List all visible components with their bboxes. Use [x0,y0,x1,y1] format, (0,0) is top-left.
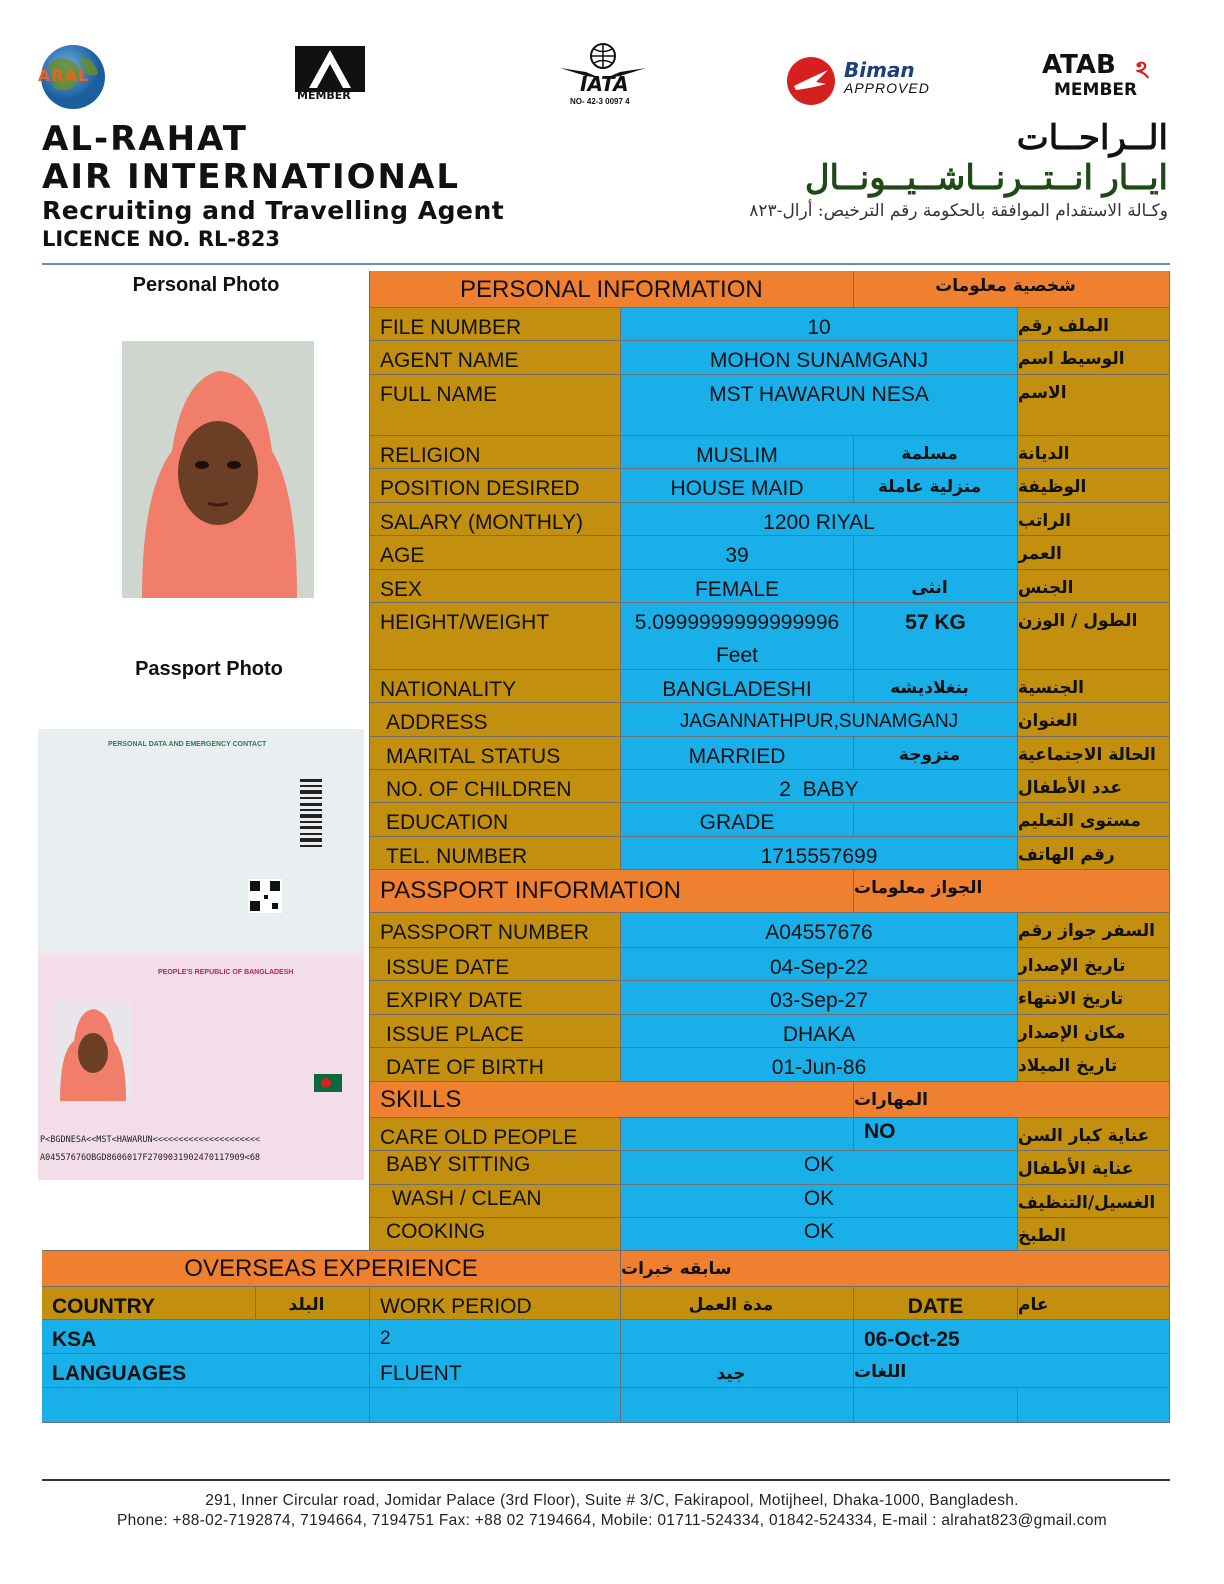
education-value-cell [621,803,854,837]
wash-clean-label: WASH / CLEAN [386,1187,542,1210]
passport-barcode-icon [300,779,322,849]
height-weight-label: HEIGHT/WEIGHT [380,611,550,634]
expiry-date-label: EXPIRY DATE [386,989,523,1012]
dob-value: 01-Jun-86 [771,1056,867,1079]
religion-label: RELIGION [380,444,481,467]
empty-row-cell-2 [370,1388,621,1423]
overseas-header-ar-label: سابقه خبرات [621,1259,732,1279]
issue-place-ar-cell [1018,1015,1170,1048]
dob-ar: تاريخ الميلاد [1018,1056,1118,1076]
education-ar-cell [1018,803,1170,837]
care-old-label: CARE OLD PEOPLE [380,1126,578,1149]
religion-ar-cell [1018,436,1170,469]
nationality-value-ar: بنغلاديشه [890,678,969,698]
care-old-ar: عناية كبار السن [1018,1126,1150,1146]
full-name-value-cell [621,375,1018,436]
weight-value-cell [854,603,1018,670]
full-name-value: MST HAWARUN NESA [709,383,929,406]
sex-value: FEMALE [694,578,780,601]
marital-value: MARRIED [688,745,786,768]
agent-name-ar: الوسيط اسم [1018,349,1125,369]
issue-date-label-cell [370,948,621,981]
agent-name-ar-cell [1018,341,1170,375]
biman-approved-text: APPROVED [844,80,930,96]
languages-value-ar-cell [621,1354,854,1388]
full-name-label: FULL NAME [380,383,498,406]
company-name-line2: AIR INTERNATIONAL [42,157,460,197]
children-label: NO. OF CHILDREN [386,778,572,801]
height-value: 5.0999999999999996 [634,611,840,634]
atab-member-text: MEMBER [1054,80,1138,100]
position-ar: الوظيفة [1018,477,1087,497]
wash-clean-value: OK [803,1187,835,1210]
sex-value-ar-cell [854,570,1018,603]
education-label-cell [370,803,621,837]
file-number-label-cell [370,308,621,341]
wash-clean-value-cell [621,1185,1018,1218]
children-value: 2 BABY [779,778,859,801]
languages-value: FLUENT [380,1362,462,1385]
aral-logo-text: ARAL [38,66,90,85]
overseas-header [42,1251,621,1287]
personal-info-header-ar [854,271,1170,308]
languages-value-cell [370,1354,621,1388]
salary-label-cell [370,503,621,536]
expiry-date-value-cell [621,981,1018,1015]
empty-row-cell-1 [42,1388,370,1423]
iata-number: NO- 42-3 0097 4 [570,97,630,106]
salary-label: SALARY (MONTHLY) [380,511,584,534]
issue-place-value-cell [621,1015,1018,1048]
tel-label: TEL. NUMBER [386,845,528,868]
religion-value-ar: مسلمة [901,444,958,464]
overseas-date-value: 06-Oct-25 [864,1328,960,1351]
issue-date-value: 04-Sep-22 [769,956,869,979]
passport-info-header-ar [854,870,1170,913]
position-value-cell [621,469,854,503]
care-old-empty-cell [621,1118,854,1151]
empty-row-cell-3 [621,1388,854,1423]
company-name-en [42,120,504,252]
work-period-col-label: WORK PERIOD [380,1295,532,1318]
company-licence: LICENCE NO. RL-823 [42,227,280,251]
tel-value: 1715557699 [760,845,878,868]
position-value-ar: منزلية عاملة [877,477,982,497]
children-ar: عدد الأطفال [1018,778,1122,798]
company-name-ar-line1: الــراحــات [1016,119,1168,157]
iata-text: IATA [580,72,629,96]
expiry-date-value: 03-Sep-27 [769,989,869,1012]
date-col-label: DATE [907,1295,964,1318]
position-label-cell [370,469,621,503]
care-old-value: NO [864,1120,896,1143]
height-unit: Feet [715,644,759,667]
overseas-header-label: OVERSEAS EXPERIENCE [184,1255,478,1282]
footer-address: 291, Inner Circular road, Jomidar Palace (3rd Floor), Suite # 3/C, Fakirapool, Motijheel, Dhaka-1000, Bangladesh. [205,1492,1019,1509]
personal-info-header-label: PERSONAL INFORMATION [460,276,763,303]
education-label: EDUCATION [386,811,509,834]
nationality-ar: الجنسية [1018,678,1084,698]
age-label-cell [370,536,621,570]
cooking-ar: الطبخ [1018,1226,1066,1246]
passport-number-ar: السفر جواز رقم [1018,921,1155,941]
passport-number-value-cell [621,913,1018,948]
dob-value-cell [621,1048,1018,1082]
work-period-col-header [370,1287,621,1320]
children-value-cell [621,770,1018,803]
languages-label: LANGUAGES [52,1362,187,1385]
expiry-date-ar-cell [1018,981,1170,1015]
file-number-value: 10 [807,316,831,339]
wash-clean-ar: الغسيل/التنظيف [1018,1193,1156,1213]
salary-ar: الراتب [1018,511,1071,531]
file-number-value-cell [621,308,1018,341]
marital-value-cell [621,737,854,770]
skills-header-label: SKILLS [380,1086,462,1113]
full-name-label-cell [370,375,621,436]
passport-info-header [370,870,854,913]
work-period-col-label-ar: مدة العمل [688,1295,774,1315]
marital-value-ar: متزوجة [898,745,961,765]
empty-row-cell-5 [1018,1388,1170,1423]
care-old-ar-cell [1018,1118,1170,1151]
passport-mrz-line-1: P<BGDNESA<<MST<HAWARUN<<<<<<<<<<<<<<<<<<<<< [40,1135,261,1145]
religion-label-cell [370,436,621,469]
company-name-ar [749,118,1168,224]
address-value-cell [621,703,1018,737]
passport-country-text: PEOPLE'S REPUBLIC OF BANGLADESH [158,969,294,976]
weight-value: 57 KG [905,611,966,634]
passport-photo-label: Passport Photo [135,658,283,680]
overseas-work-period-cell [370,1320,621,1354]
country-col-header [42,1287,256,1320]
marital-ar-cell [1018,737,1170,770]
full-name-ar-cell [1018,375,1170,436]
expiry-date-ar: تاريخ الانتهاء [1018,989,1124,1009]
passport-info-header-ar-label: الجواز معلومات [854,878,983,898]
issue-place-label-cell [370,1015,621,1048]
marital-ar: الحالة الاجتماعية [1018,745,1156,765]
education-value: GRADE [699,811,775,834]
overseas-empty-cell [621,1320,854,1354]
cooking-value-cell [621,1218,1018,1251]
salary-value: 1200 RIYAL [763,511,875,534]
passport-number-ar-cell [1018,913,1170,948]
personal-info-header-ar-label: شخصية معلومات [935,276,1076,296]
height-weight-label-cell [370,603,621,670]
sex-ar-cell [1018,570,1170,603]
overseas-work-period-value: 2 [380,1328,391,1349]
dob-ar-cell [1018,1048,1170,1082]
date-col-header [854,1287,1018,1320]
expiry-date-label-cell [370,981,621,1015]
languages-value-ar: جيد [716,1364,746,1384]
position-value-ar-cell [854,469,1018,503]
aral-logo [36,44,110,110]
tel-ar: رقم الهاتف [1018,845,1115,865]
overseas-header-ar [621,1251,1170,1287]
position-label: POSITION DESIRED [380,477,580,500]
age-value: 39 [725,544,749,567]
tel-value-cell [621,837,1018,870]
position-ar-cell [1018,469,1170,503]
marital-label: MARITAL STATUS [386,745,561,768]
passport-number-value: A04557676 [765,921,873,944]
agent-name-label-cell [370,341,621,375]
agent-name-value: MOHON SUNAMGANJ [709,349,929,372]
height-value-cell [621,603,854,670]
religion-ar: الديانة [1018,444,1070,464]
atab-text: ATAB [1042,50,1116,80]
age-ar-cell [1018,536,1170,570]
baby-sitting-value-cell [621,1151,1018,1185]
address-label: ADDRESS [386,711,488,734]
age-ar: العمر [1018,544,1062,564]
dob-label: DATE OF BIRTH [386,1056,544,1079]
salary-ar-cell [1018,503,1170,536]
passport-info-header-label: PASSPORT INFORMATION [380,877,681,904]
header-divider [42,263,1170,265]
children-label-cell [370,770,621,803]
height-weight-ar-cell [1018,603,1170,670]
nationality-value: BANGLADESHI [662,678,812,701]
skills-header-ar [854,1082,1170,1118]
overseas-date-cell [854,1320,1170,1354]
date-col-header-ar [1018,1287,1170,1320]
cooking-value: OK [803,1220,835,1243]
baby-sitting-label: BABY SITTING [386,1153,531,1176]
sex-value-ar: انثى [911,578,948,598]
company-name-ar-line2: ايــار انــتــرنــاشــيــونــال [804,159,1168,197]
tel-ar-cell [1018,837,1170,870]
sex-value-cell [621,570,854,603]
baira-logo [295,46,365,102]
issue-place-label: ISSUE PLACE [386,1023,524,1046]
nationality-ar-cell [1018,670,1170,703]
personal-info-header [370,271,854,308]
passport-mrz-line-2: A04557676OBGD8606017F2709031902470117909<68 [40,1153,261,1163]
height-weight-ar: الطول / الوزن [1018,611,1138,631]
age-value-cell [621,536,854,570]
languages-label-cell [42,1354,370,1388]
dob-label-cell [370,1048,621,1082]
baira-member-text: MEMBER [297,89,351,102]
religion-value-cell [621,436,854,469]
bangladesh-flag-icon [314,1074,342,1092]
age-empty-cell [854,536,1018,570]
care-old-value-cell [854,1118,1018,1151]
nationality-value-ar-cell [854,670,1018,703]
nationality-label-cell [370,670,621,703]
atab-logo [1040,50,1170,102]
issue-place-ar: مكان الإصدار [1018,1023,1126,1043]
care-old-label-cell [370,1118,621,1151]
atab-emblem-icon: ঽ [1136,57,1150,84]
file-number-label: FILE NUMBER [380,316,522,339]
skills-header-ar-label: المهارات [854,1090,928,1110]
company-name-line1: AL-RAHAT [42,119,248,159]
issue-date-ar: تاريخ الإصدار [1018,956,1126,976]
cooking-label-cell [370,1218,621,1251]
biman-text: Biman [844,58,915,82]
issue-date-label: ISSUE DATE [386,956,510,979]
passport-number-label-cell [370,913,621,948]
sex-label: SEX [380,578,423,601]
company-tagline: Recruiting and Travelling Agent [42,196,505,225]
marital-label-cell [370,737,621,770]
sex-label-cell [370,570,621,603]
education-empty-cell [854,803,1018,837]
agent-name-value-cell [621,341,1018,375]
passport-number-label: PASSPORT NUMBER [380,921,589,944]
overseas-country-cell [42,1320,370,1354]
religion-value: MUSLIM [696,444,778,467]
skills-header [370,1082,854,1118]
religion-value-ar-cell [854,436,1018,469]
sex-ar: الجنس [1018,578,1074,598]
baby-sitting-ar-cell [1018,1151,1170,1185]
date-col-label-ar: عام [1018,1295,1049,1315]
tel-label-cell [370,837,621,870]
languages-ar: اللغات [854,1362,907,1382]
company-licence-ar: وكـالة الاستقدام الموافقة بالحكومة رقم الترخيص: أرال-٨٢٣ [749,201,1168,221]
cooking-label: COOKING [386,1220,486,1243]
wash-clean-label-cell [370,1185,621,1218]
baby-sitting-value: OK [803,1153,835,1176]
baby-sitting-ar: عناية الأطفال [1018,1159,1134,1179]
cooking-ar-cell [1018,1218,1170,1251]
passport-scan [38,729,364,1180]
passport-bio-photo [54,1001,132,1101]
file-number-ar-cell [1018,308,1170,341]
country-col-label-ar: البلد [288,1295,325,1315]
baby-sitting-label-cell [370,1151,621,1185]
overseas-country-value: KSA [52,1328,97,1351]
country-col-label: COUNTRY [52,1295,156,1318]
languages-ar-cell [854,1354,1170,1388]
wash-clean-ar-cell [1018,1185,1170,1218]
personal-photo [122,341,314,598]
address-value: JAGANNATHPUR,SUNAMGANJ [679,711,959,732]
age-label: AGE [380,544,425,567]
education-ar: مستوى التعليم [1018,811,1141,831]
issue-date-value-cell [621,948,1018,981]
nationality-value-cell [621,670,854,703]
full-name-ar: الاسم [1018,383,1067,403]
iata-logo [556,42,650,108]
address-ar-cell [1018,703,1170,737]
empty-row-cell-4 [854,1388,1018,1423]
children-ar-cell [1018,770,1170,803]
footer-contact: Phone: +88-02-7192874, 7194664, 7194751 Fax: +88 02 7194664, Mobile: 01711-524334, 01842-524334, E-mail : alrahat823@gmail.com [117,1512,1107,1529]
position-value: HOUSE MAID [670,477,804,500]
biman-logo [786,56,946,106]
address-ar: العنوان [1018,711,1078,731]
issue-place-value: DHAKA [782,1023,856,1046]
file-number-ar: الملف رقم [1018,316,1109,336]
passport-qr-icon [248,879,282,913]
footer-divider [42,1479,1170,1481]
work-period-col-header-ar [621,1287,854,1320]
personal-photo-label: Personal Photo [132,274,280,296]
agent-name-label: AGENT NAME [380,349,519,372]
salary-value-cell [621,503,1018,536]
passport-section-title: PERSONAL DATA AND EMERGENCY CONTACT [108,741,267,748]
marital-value-ar-cell [854,737,1018,770]
issue-date-ar-cell [1018,948,1170,981]
nationality-label: NATIONALITY [380,678,517,701]
address-label-cell [370,703,621,737]
country-col-header-ar [256,1287,370,1320]
